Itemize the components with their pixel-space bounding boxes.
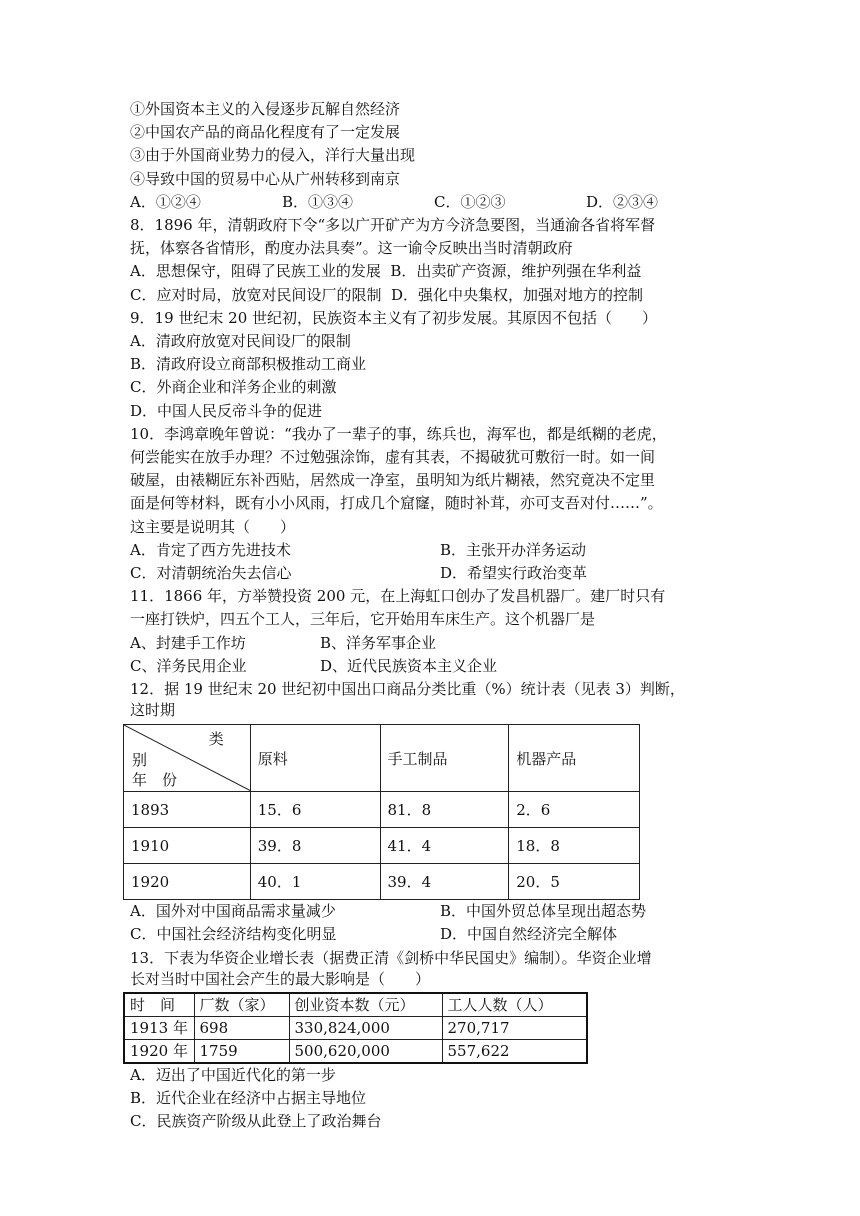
export-ratio-table — [123, 724, 640, 900]
q10-option-b: B．主张开办洋务运动 — [440, 540, 587, 559]
corner-label-bottom: 年 份 — [132, 771, 178, 790]
q7-statements — [130, 98, 760, 214]
table-row — [124, 1039, 587, 1063]
table-cell: 557,622 — [442, 1039, 587, 1063]
table-cell: 39．8 — [250, 828, 380, 864]
table-cell: 40．1 — [250, 864, 380, 900]
q10-line-2: 何尝能实在放手办理？不过勉强涂饰，虚有其表，不揭破犹可敷衍一时。如一间 — [130, 448, 656, 467]
q13-option-b: B．近代企业在经济中占据主导地位 — [130, 1089, 367, 1108]
q10-line-4: 面是何等材料，既有小小风雨，打成几个窟窿，随时补茸，亦可支吾对付……”。 — [130, 494, 663, 513]
q13-line-2: 长对当时中国社会产生的最大影响是（ ） — [130, 969, 431, 988]
q11-options-row-1 — [130, 632, 760, 655]
q9-option-b: B．清政府设立商部积极推动工商业 — [130, 355, 367, 374]
table-cell: 18．8 — [509, 828, 640, 864]
exam-page — [130, 98, 760, 1134]
corner-label-mid: 别 — [132, 751, 148, 770]
table-cell: 1920 — [124, 864, 251, 900]
q12-options-row-1 — [130, 900, 760, 923]
q7-option-c: C．①②③ — [434, 192, 506, 211]
table-header-cell: 机器产品 — [509, 725, 640, 792]
q11-option-c: C、洋务民用企业 — [130, 656, 247, 675]
q10-option-c: C．对清朝统治失去信心 — [130, 564, 292, 583]
table-header-cell: 创业资本数（元） — [289, 993, 442, 1017]
table-cell: 1893 — [124, 792, 251, 828]
question-13 — [130, 947, 760, 1134]
q9-option-d: D．中国人民反帝斗争的促进 — [130, 401, 323, 420]
table-cell: 1910 — [124, 828, 251, 864]
q10-line-5: 这主要是说明其（ ） — [130, 517, 296, 536]
q13-option-c: C．民族资产阶级从此登上了政治舞台 — [130, 1112, 382, 1131]
q8-options-row-1 — [130, 260, 760, 283]
table-cell: 39．4 — [380, 864, 509, 900]
q10-line-1: 10．李鸿章晚年曾说：“我办了一辈子的事，练兵也，海军也，都是纸糊的老虎， — [130, 424, 667, 443]
table-cell: 81．8 — [380, 792, 509, 828]
table-cell: 698 — [194, 1016, 289, 1039]
q8-stem-line-2: 抚，体察各省情形，酌度办法具奏”。这一谕令反映出当时清朝政府 — [130, 239, 573, 258]
table-row — [124, 828, 640, 864]
table-header-cell: 厂数（家） — [194, 993, 289, 1017]
question-8 — [130, 214, 760, 307]
table-cell: 500,620,000 — [289, 1039, 442, 1063]
q7-option-a: A．①②④ — [130, 192, 201, 211]
q13-option-a: A．迈出了中国近代化的第一步 — [130, 1065, 336, 1084]
question-11 — [130, 585, 760, 678]
q7-statement-4: ④导致中国的贸易中心从广州转移到南京 — [130, 169, 401, 188]
q12-option-a: A．国外对中国商品需求量减少 — [130, 902, 336, 921]
table-cell: 270,717 — [442, 1016, 587, 1039]
q7-options — [130, 191, 760, 214]
q9-option-c: C．外商企业和洋务企业的刺激 — [130, 378, 337, 397]
table-header-row — [124, 725, 640, 792]
corner-label-top: 类 — [208, 730, 224, 749]
enterprise-growth-table — [123, 992, 588, 1064]
q12-line-2: 这时期 — [130, 701, 176, 720]
table-header-cell: 工人人数（人） — [442, 993, 587, 1017]
q12-option-d: D．中国自然经济完全解体 — [440, 925, 618, 944]
table-cell: 1759 — [194, 1039, 289, 1063]
q11-line-1: 11．1866 年，方举赞投资 200 元，在上海虹口创办了发昌机器厂。建厂时只有 — [130, 587, 666, 606]
q9-option-a: A．清政府放宽对民间设厂的限制 — [130, 332, 351, 351]
question-10 — [130, 423, 760, 585]
q7-option-b: B．①③④ — [282, 192, 354, 211]
q10-line-3: 破屋，由裱糊匠东补西贴，居然成一净室，虽明知为纸片糊裱，然究竟决不定里 — [130, 471, 656, 490]
diagonal-header-cell — [124, 725, 251, 792]
q7-statement-1: ①外国资本主义的入侵逐步瓦解自然经济 — [130, 100, 401, 118]
q12-options-row-2 — [130, 923, 760, 946]
table-cell: 330,824,000 — [289, 1016, 442, 1039]
question-9 — [130, 307, 760, 423]
table-row — [124, 792, 640, 828]
q10-options-row-2 — [130, 562, 760, 585]
q8-option-a: A．思想保守，阻碍了民族工业的发展 — [130, 262, 381, 281]
q8-option-b: B．出卖矿产资源，维护列强在华利益 — [390, 262, 642, 281]
table-cell: 41．4 — [380, 828, 509, 864]
q11-option-d: D、近代民族资本主义企业 — [320, 656, 498, 675]
q10-option-a: A．肯定了西方先进技术 — [130, 540, 291, 559]
q7-statement-2: ②中国农产品的商品化程度有了一定发展 — [130, 123, 401, 142]
q12-option-c: C．中国社会经济结构变化明显 — [130, 925, 337, 944]
q8-stem-line-1: 8．1896 年，清朝政府下令“多以广开矿产为方今济急要图，当通渝各省将军督 — [130, 216, 656, 235]
table-cell: 1920 年 — [124, 1039, 194, 1063]
q9-stem: 9．19 世纪末 20 世纪初，民族资本主义有了初步发展。其原因不包括（ ） — [130, 308, 658, 327]
table-header-cell: 原料 — [250, 725, 380, 792]
q11-option-a: A、封建手工作坊 — [130, 633, 246, 652]
q8-option-d: D．强化中央集权，加强对地方的控制 — [391, 285, 644, 304]
q10-options-row-1 — [130, 539, 760, 562]
table-cell: 1913 年 — [124, 1016, 194, 1039]
q11-line-2: 一座打铁炉，四五个工人，三年后，它开始用车床生产。这个机器厂是 — [130, 610, 596, 629]
q10-option-d: D．希望实行政治变革 — [440, 564, 588, 583]
table-row — [124, 864, 640, 900]
table-row — [124, 1016, 587, 1039]
q8-options-row-2 — [130, 284, 760, 307]
q7-statement-3: ③由于外国商业势力的侵入，洋行大量出现 — [130, 146, 416, 165]
q8-option-c: C．应对时局，放宽对民间设厂的限制 — [130, 285, 382, 304]
table-header-row — [124, 993, 587, 1017]
q12-option-b: B．中国外贸总体呈现出超态势 — [440, 902, 647, 921]
q12-line-1: 12．据 19 世纪末 20 世纪初中国出口商品分类比重（%）统计表（见表 3）判断， — [130, 680, 685, 699]
table-header-cell: 时 间 — [124, 993, 194, 1017]
table-cell: 2．6 — [509, 792, 640, 828]
question-12 — [130, 678, 760, 947]
table-header-cell: 手工制品 — [380, 725, 509, 792]
q7-option-d: D．②③④ — [586, 192, 659, 211]
q11-options-row-2 — [130, 655, 760, 678]
q13-line-1: 13．下表为华资企业增长表（据费正清《剑桥中华民国史》编制）。华资企业增 — [130, 948, 652, 967]
q11-option-b: B、洋务军事企业 — [320, 633, 437, 652]
table-cell: 15．6 — [250, 792, 380, 828]
table-cell: 20．5 — [509, 864, 640, 900]
